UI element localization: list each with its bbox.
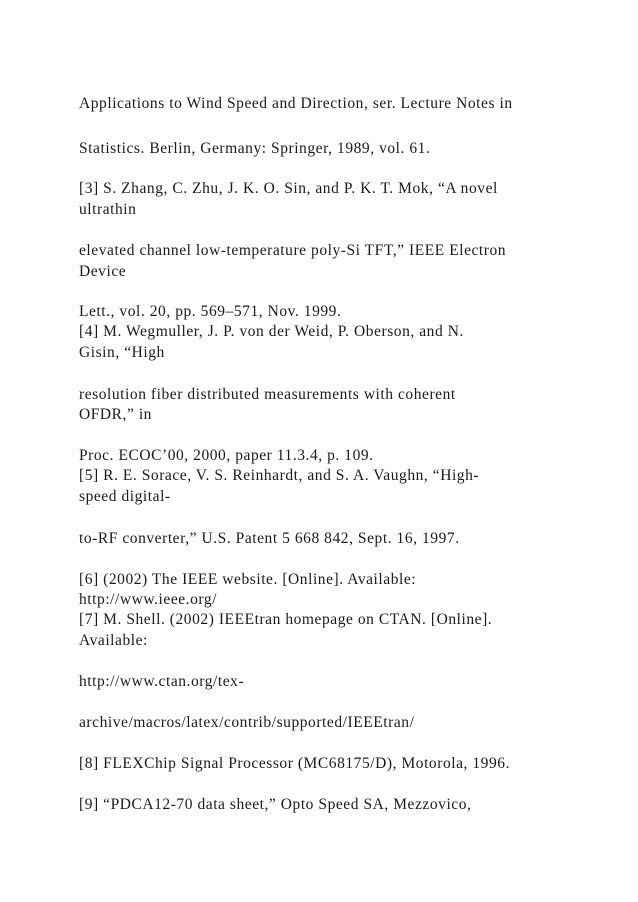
- text-line-23: [9] “PDCA12-70 data sheet,” Opto Speed SA, Mezzovico,: [79, 796, 472, 813]
- text-line-5: elevated channel low-temperature poly-Si TFT,” IEEE Electron: [79, 242, 507, 259]
- text-line-10: resolution fiber distributed measurements with coherent: [79, 386, 456, 403]
- text-line-4: ultrathin: [79, 201, 137, 218]
- text-line-8: [4] M. Wegmuller, J. P. von der Weid, P. Oberson, and N.: [79, 323, 464, 340]
- text-line-12: Proc. ECOC’00, 2000, paper 11.3.4, p. 109.: [79, 447, 374, 464]
- text-line-17: http://www.ieee.org/: [79, 591, 217, 608]
- text-line-14: speed digital-: [79, 488, 171, 505]
- text-line-7: Lett., vol. 20, pp. 569–571, Nov. 1999.: [79, 303, 342, 320]
- text-line-16: [6] (2002) The IEEE website. [Online]. Available:: [79, 571, 417, 588]
- text-line-2: Statistics. Berlin, Germany: Springer, 1989, vol. 61.: [79, 140, 431, 157]
- text-line-6: Device: [79, 263, 127, 280]
- text-line-11: OFDR,” in: [79, 406, 152, 423]
- text-line-9: Gisin, “High: [79, 344, 165, 361]
- text-line-3: [3] S. Zhang, C. Zhu, J. K. O. Sin, and P. K. T. Mok, “A novel: [79, 180, 498, 197]
- text-line-19: Available:: [79, 632, 148, 649]
- text-line-15: to-RF converter,” U.S. Patent 5 668 842, Sept. 16, 1997.: [79, 530, 460, 547]
- text-line-20: http://www.ctan.org/tex-: [79, 673, 245, 690]
- text-line-1: Applications to Wind Speed and Direction, ser. Lecture Notes in: [79, 95, 513, 112]
- text-line-22: [8] FLEXChip Signal Processor (MC68175/D), Motorola, 1996.: [79, 755, 511, 772]
- text-line-21: archive/macros/latex/contrib/supported/IEEEtran/: [79, 714, 415, 731]
- text-line-13: [5] R. E. Sorace, V. S. Reinhardt, and S. A. Vaughn, “High-: [79, 467, 480, 484]
- text-line-18: [7] M. Shell. (2002) IEEEtran homepage on CTAN. [Online].: [79, 611, 493, 628]
